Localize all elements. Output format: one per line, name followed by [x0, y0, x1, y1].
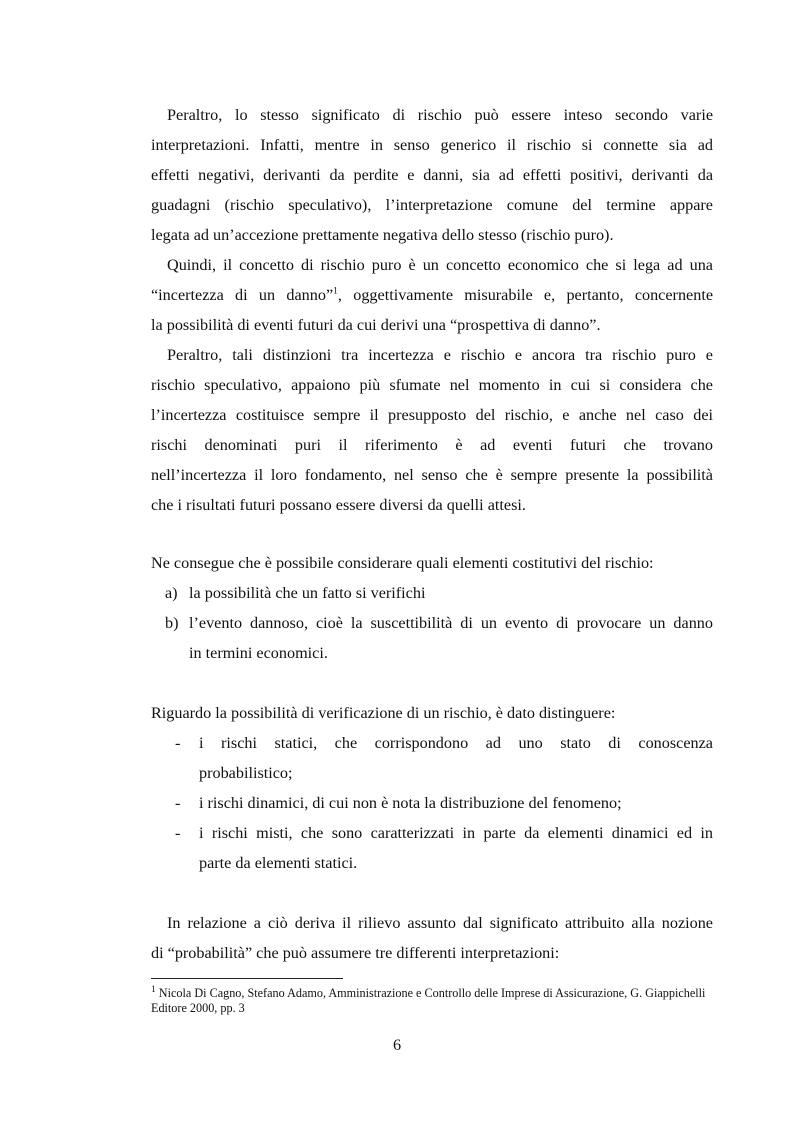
- text-line-with-footnote-ref: [151, 280, 713, 310]
- list-item-text: i rischi statici, che corrispondono ad uno stato di conoscenza: [199, 734, 713, 752]
- text-line: Peraltro, lo stesso significato di rischio può essere inteso secondo varie: [167, 106, 713, 124]
- list-item-text: l’evento dannoso, cioè la suscettibilità di un evento di provocare un danno: [189, 614, 713, 632]
- list-item-text: parte da elementi statici.: [199, 854, 358, 872]
- list-item-text: la possibilità che un fatto si verifichi: [189, 584, 426, 602]
- text-line: Riguardo la possibilità di verificazione di un rischio, è dato distinguere:: [151, 704, 616, 722]
- paragraph-1: [151, 100, 713, 250]
- paragraph-2: [151, 250, 713, 340]
- footnote-reference[interactable]: 1: [333, 286, 338, 297]
- text-line: nell’incertezza il loro fondamento, nel senso che è sempre presente la possibilità: [151, 466, 713, 484]
- text-continuation: , oggettivamente misurabile e, pertanto, concernente: [337, 286, 713, 304]
- list-item-text: i rischi misti, che sono caratterizzati in parte da elementi dinamici ed in: [199, 824, 713, 842]
- text-line: rischi denominati puri il riferimento è ad eventi futuri che trovano: [151, 436, 713, 454]
- text-line: di “probabilità” che può assumere tre differenti interpretazioni:: [151, 944, 560, 962]
- list-marker: a): [165, 584, 178, 602]
- list-marker: -: [175, 794, 181, 812]
- list-item-text: probabilistico;: [199, 764, 293, 782]
- list-marker: -: [175, 824, 181, 842]
- text-line: legata ad un’accezione prettamente negativa dello stesso (rischio puro).: [151, 226, 614, 244]
- footnote-number: 1: [151, 984, 156, 995]
- text-line: effetti negativi, derivanti da perdite e danni, sia ad effetti positivi, derivanti da: [151, 166, 713, 184]
- text-line: interpretazioni. Infatti, mentre in senso generico il rischio si connette sia ad: [151, 136, 713, 154]
- paragraph-6: [151, 908, 713, 968]
- page-number: 6: [392, 1036, 402, 1054]
- paragraph-3: [151, 340, 713, 520]
- list-marker: -: [175, 734, 181, 752]
- paragraph-5-intro: [151, 698, 713, 728]
- text-line: Ne consegue che è possibile considerare quali elementi costitutivi del rischio:: [151, 554, 654, 572]
- text-line: l’incertezza costituisce sempre il presupposto del rischio, e anche nel caso dei: [151, 406, 713, 424]
- list-marker: b): [165, 614, 179, 632]
- text-line: In relazione a ciò deriva il rilievo assunto dal significato attribuito alla nozione: [167, 914, 713, 932]
- footnote: [151, 986, 713, 1016]
- footnote-text: Nicola Di Cagno, Stefano Adamo, Amministrazione e Controllo delle Imprese di Assicurazione, G. Giappichelli Editore 2000, pp. 3: [151, 986, 706, 1015]
- text-line: rischio speculativo, appaiono più sfumate nel momento in cui si considera che: [151, 376, 713, 394]
- text-line: guadagni (rischio speculativo), l’interpretazione comune del termine appare: [151, 196, 713, 214]
- paragraph-4-intro: [151, 548, 713, 578]
- quoted-text: “incertezza di un danno”: [151, 286, 334, 304]
- text-line: la possibilità di eventi futuri da cui derivi una “prospettiva di danno”.: [151, 316, 601, 334]
- list-item-text: in termini economici.: [189, 644, 328, 662]
- text-line: Peraltro, tali distinzioni tra incertezza e rischio e ancora tra rischio puro e: [167, 346, 713, 364]
- text-line: Quindi, il concetto di rischio puro è un concetto economico che si lega ad una: [167, 256, 713, 274]
- footnote-separator: [151, 978, 343, 979]
- text-line: che i risultati futuri possano essere diversi da quelli attesi.: [151, 496, 526, 514]
- list-item-text: i rischi dinamici, di cui non è nota la distribuzione del fenomeno;: [199, 794, 622, 812]
